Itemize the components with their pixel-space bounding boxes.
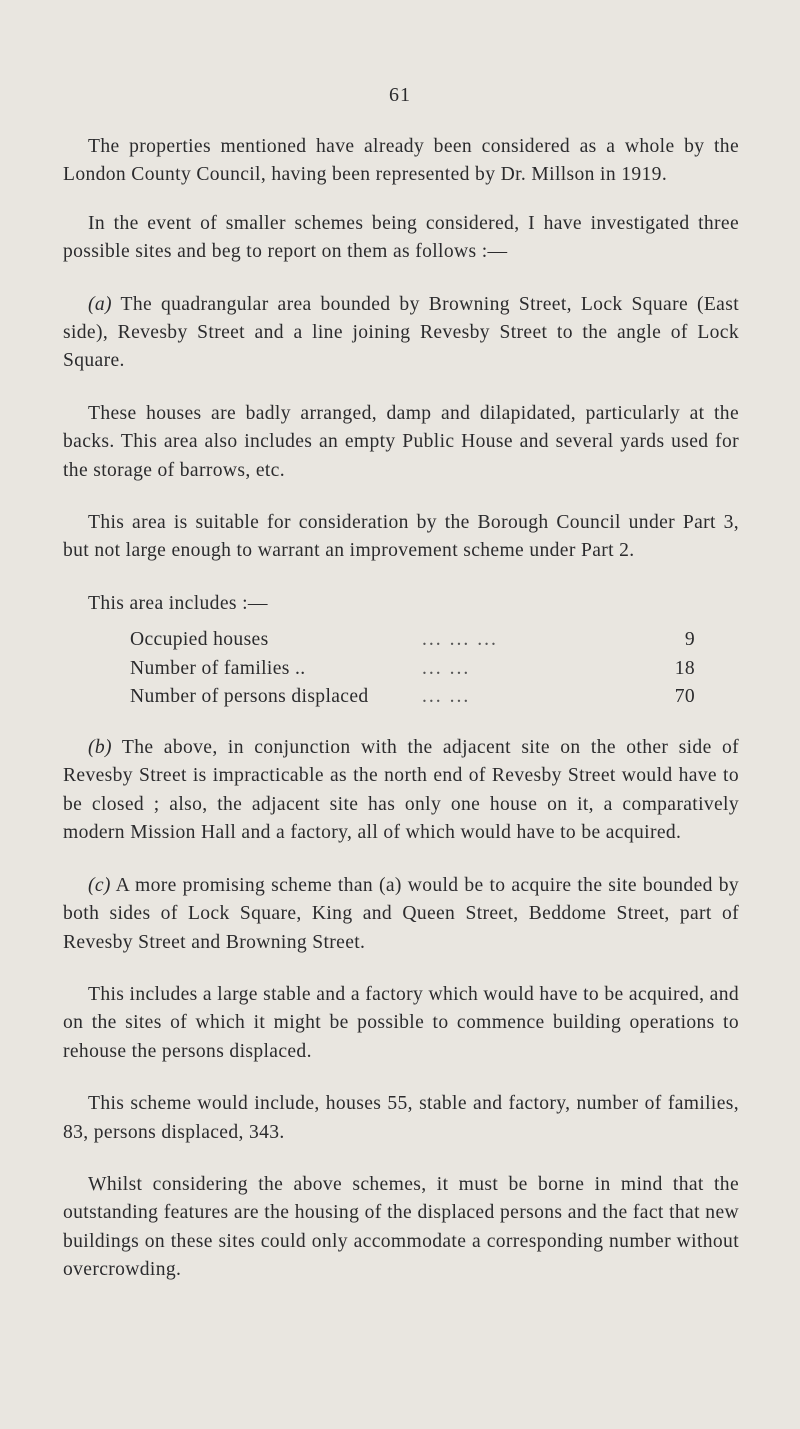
paragraph-lcc-representation: The properties mentioned have already been considered as a whole by the London County Council, having been represented by Dr. Millson in 1919.: [63, 136, 739, 186]
document-body: [63, 133, 739, 1309]
stat-row-occupied-houses: [63, 626, 739, 655]
site-b-marker: (b): [88, 737, 112, 759]
paragraph-site-c: [63, 872, 739, 957]
site-c-text: A more promising scheme than (a) would be to acquire the site bounded by both sides of Lock Square, King and Queen Street, Beddome Street, part of Revesby Street and Browning Street.: [63, 874, 739, 953]
stat-row-persons-displaced: [63, 683, 739, 712]
paragraph-stable-factory: This includes a large stable and a factory which would have to be acquired, and on the sites of which it might be possible to commence building operations to rehouse the persons displaced.: [63, 983, 739, 1062]
paragraph-house-condition: These houses are badly arranged, damp and dilapidated, particularly at the backs. This area also includes an empty Public House and several yards used for the storage of barrows, etc.: [63, 402, 739, 481]
paragraph-site-b: [63, 734, 739, 848]
paragraph-scheme-totals: This scheme would include, houses 55, stable and factory, number of families, 83, persons displaced, 343.: [63, 1093, 739, 1143]
site-c-marker: (c): [88, 874, 111, 896]
site-a-text: The quadrangular area bounded by Browning Street, Lock Square (East side), Revesby Street and a line joining Revesby Street to the angle of Lock Square.: [63, 293, 739, 372]
paragraph-conclusion: Whilst considering the above schemes, it must be borne in mind that the outstanding features are the housing of the displaced persons and the fact that new buildings on these sites could only accommodate a corresponding number without overcrowding.: [63, 1173, 739, 1281]
stat-leader-dots: ... ...: [422, 686, 471, 708]
page-number: 61: [389, 84, 411, 106]
area-includes-heading: This area includes :—: [88, 592, 268, 614]
stat-value: 18: [674, 657, 695, 679]
stat-value: 9: [684, 629, 695, 651]
stat-value: 70: [674, 686, 695, 708]
stat-label: Number of families ..: [130, 657, 306, 679]
paragraph-borough-council: This area is suitable for consideration by the Borough Council under Part 3, but not large enough to warrant an improvement scheme under Part 2.: [63, 512, 739, 562]
stat-leader-dots: ... ... ...: [422, 629, 498, 651]
paragraph-site-a: [63, 291, 739, 376]
site-b-text: The above, in conjunction with the adjacent site on the other side of Revesby Street is impracticable as the north end of Revesby Street would have to be closed ; also, the adjacent site has only one house on it, a comparatively modern Mission Hall and a factory, all of which would have to be acquired.: [63, 737, 739, 844]
paragraph-possible-sites: In the event of smaller schemes being considered, I have investigated three possible sites and beg to report on them as follows :—: [63, 212, 739, 263]
stat-leader-dots: ... ...: [422, 657, 471, 679]
area-statistics-table: [63, 626, 739, 712]
stat-label: Number of persons displaced: [130, 686, 369, 708]
site-a-marker: (a): [88, 293, 112, 315]
stat-row-families: [63, 655, 739, 684]
stat-label: Occupied houses: [130, 629, 269, 651]
